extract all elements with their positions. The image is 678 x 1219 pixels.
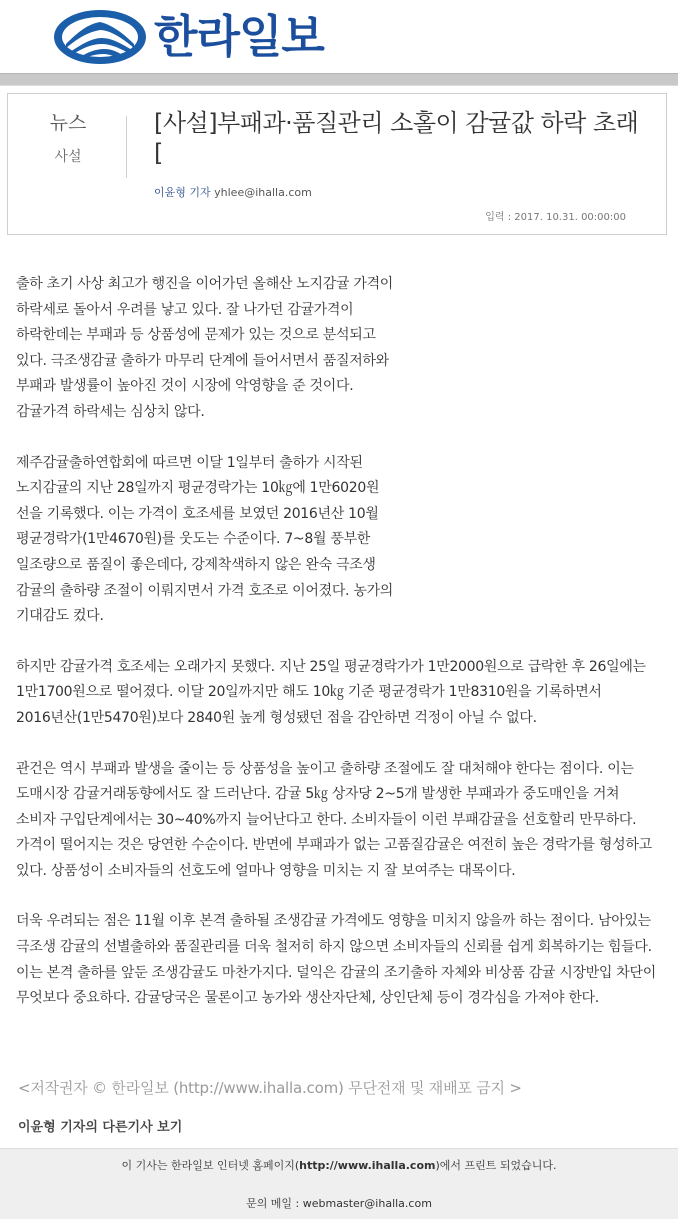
paragraph: 하지만 감귤가격 호조세는 오래가지 못했다. 지난 25일 평균경락가가 1만2000원으로 급락한 후 26일에는 1만1700원으로 떨어졌다. 이달 20일까지만 해도 10㎏ 기준 평균경락가 1만8310원을 기록하면서 2016년산(1만5470원)보다 2840원 높게 형성됐던 점을 감안하면 걱정이 아닐 수 없다. [16, 658, 646, 726]
reporter-email[interactable]: yhlee@ihalla.com [214, 186, 312, 199]
byline [154, 184, 312, 200]
print-notice-suffix: )에서 프린트 되었습니다. [435, 1159, 557, 1172]
category-block [38, 110, 98, 166]
halla-mountain-logo-icon [52, 8, 148, 66]
article-title: [사설]부패과·품질관리 소홀이 감귤값 하락 초래[ [154, 109, 639, 167]
print-footer [0, 1148, 678, 1219]
print-notice [0, 1157, 678, 1173]
site-url-link[interactable]: http://www.ihalla.com [299, 1159, 436, 1172]
paragraph: 출하 초기 사상 최고가 행진을 이어가던 올해산 노지감귤 가격이 하락세로 돌아서 우려를 낳고 있다. 잘 나가던 감귤가격이 하락한데는 부패과 등 상품성에 문제가 있는 것으로 분석되고 있다. 극조생감귤 출하가 마무리 단계에 들어서면서 품질저하와 부패과 발생률이 높아진 것이 시장에 악영향을 준 것이다. 감귤가격 하락세는 심상치 않다. [16, 276, 394, 420]
reporter-name[interactable]: 이윤형 기자 [154, 186, 211, 199]
print-notice-prefix: 이 기사는 한라일보 인터넷 홈페이지( [121, 1159, 300, 1172]
category-divider [126, 116, 127, 178]
site-logo-text: 한라일보 [154, 10, 324, 63]
more-articles-link[interactable]: 이윤형 기자의 다른기사 보기 [18, 1120, 183, 1135]
copyright-notice: <저작권자 © 한라일보 (http://www.ihalla.com) 무단전재 및 재배포 금지 > [18, 1079, 522, 1097]
subcategory-label: 사설 [54, 149, 82, 165]
site-logo[interactable] [52, 6, 372, 68]
contact-email[interactable]: 문의 메일 : webmaster@ihalla.com [246, 1197, 432, 1210]
publish-date: 입력 : 2017. 10.31. 00:00:00 [485, 212, 626, 223]
paragraph: 더욱 우려되는 점은 11월 이후 본격 출하될 조생감귤 가격에도 영향을 미치지 않을까 하는 점이다. 남아있는 극조생 감귤의 선별출하와 품질관리를 더욱 철저히 하지 않으면 소비자들의 신뢰를 쉽게 회복하기는 힘들다. 이는 본격 출하를 앞둔 조생감귤도 마찬가지다. 덜익은 감귤의 조기출하 자체와 비상품 감귤 시장반입 차단이 무엇보다 중요하다. 감귤당국은 물론이고 농가와 생산자단체, 상인단체 등이 경각심을 가져야 한다. [16, 913, 656, 1007]
paragraph: 관건은 역시 부패과 발생을 줄이는 등 상품성을 높이고 출하량 조절에도 잘 대처해야 한다는 점이다. 이는 도매시장 감귤거래동향에서도 잘 드러난다. 감귤 5㎏ 상자당 2~5개 발생한 부패과가 중도매인을 거쳐 소비자 구입단계에서는 30~40%까지 늘어난다고 한다. 소비자들이 이런 부패감귤을 선호할리 만무하다. 가격이 떨어지는 것은 당연한 수순이다. 반면에 부패과가 없는 고품질감귤은 여전히 높은 경락가를 형성하고 있다. 상품성이 소비자들의 선호도에 얼마나 영향을 미치는 지 잘 보여주는 대목이다. [16, 760, 652, 879]
article-header [7, 93, 667, 235]
article-body [16, 272, 662, 1037]
category-label: 뉴스 [49, 112, 87, 134]
paragraph: 제주감귤출하연합회에 따르면 이달 1일부터 출하가 시작된 노지감귤의 지난 28일까지 평균경락가는 10㎏에 1만6020원 선을 기록했다. 이는 가격이 호조세를 보였던 2016년산 10월 평균경락가(1만4670원)를 웃도는 수준이다. 7~8월 풍부한 일조량으로 품질이 좋은데다, 강제착색하지 않은 완숙 극조생 감귤의 출하량 조절이 이뤄지면서 가격 호조로 이어졌다. 농가의 기대감도 컸다. [16, 454, 394, 625]
header-divider-bar [0, 73, 678, 86]
